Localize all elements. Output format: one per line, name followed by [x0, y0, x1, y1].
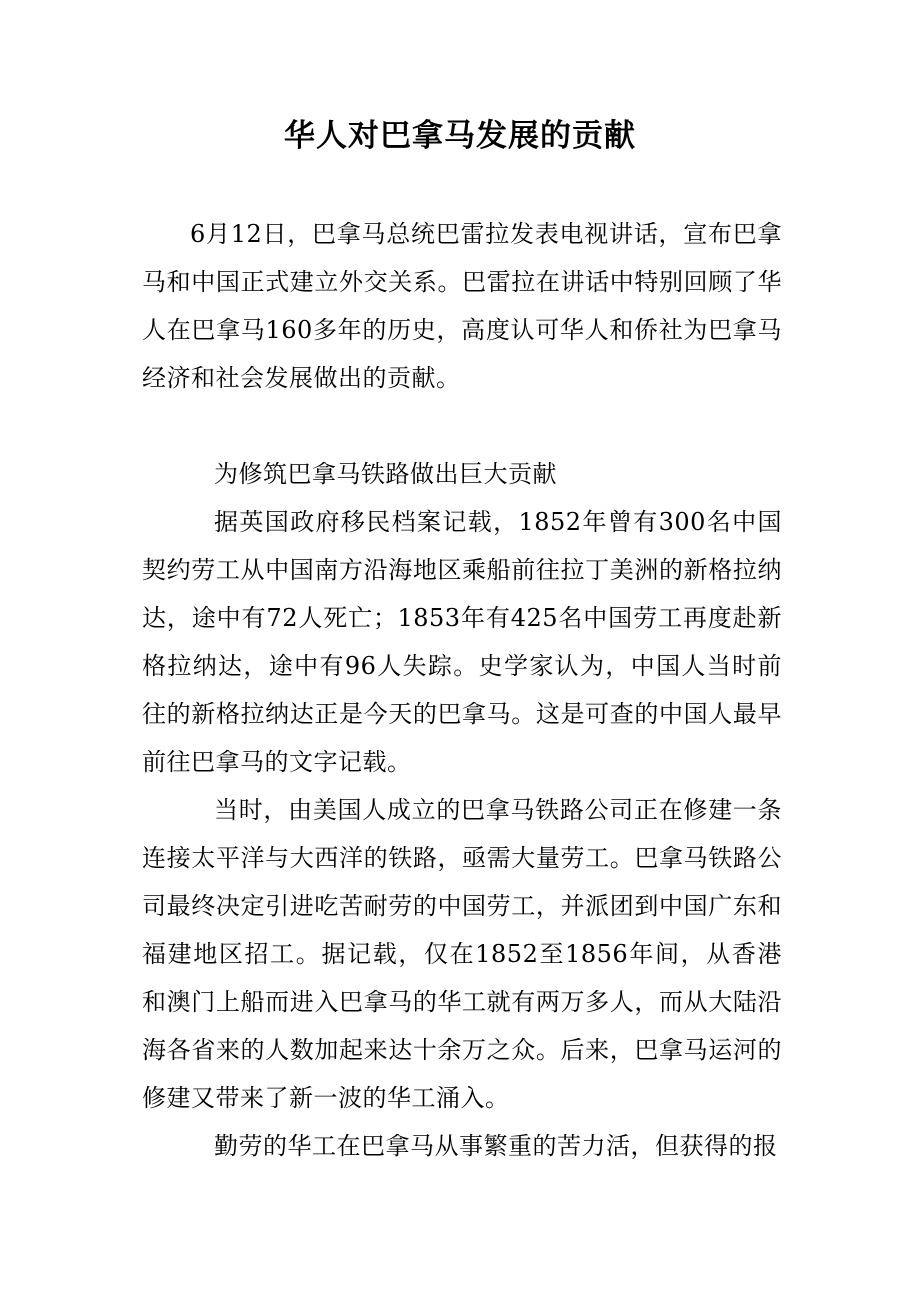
intro-paragraph: 6月12日，巴拿马总统巴雷拉发表电视讲话，宣布巴拿马和中国正式建立外交关系。巴雷拉在讲话中特别回顾了华人在巴拿马160多年的历史，高度认可华人和侨社为巴拿马经济和社会发展做出的贡献。 [142, 220, 782, 392]
section-paragraph-2: 当时，由美国人成立的巴拿马铁路公司正在修建一条连接太平洋与大西洋的铁路，亟需大量劳工。巴拿马铁路公司最终决定引进吃苦耐劳的中国劳工，并派团到中国广东和福建地区招工。据记载，仅在1852至1856年间，从香港和澳门上船而进入巴拿马的华工就有两万多人，而从大陆沿海各省来的人数加起来达十余万之众。后来，巴拿马运河的修建又带来了新一波的华工涌入。 [142, 796, 782, 1112]
document-title: 华人对巴拿马发展的贡献 [284, 118, 636, 154]
section-paragraph-3: 勤劳的华工在巴拿马从事繁重的苦力活，但获得的报 [214, 1132, 778, 1160]
section-heading: 为修筑巴拿马铁路做出巨大贡献 [214, 460, 557, 488]
section-paragraph-1: 据英国政府移民档案记载，1852年曾有300名中国契约劳工从中国南方沿海地区乘船前往拉丁美洲的新格拉纳达，途中有72人死亡；1853年有425名中国劳工再度赴新格拉纳达，途中有96人失踪。史学家认为，中国人当时前往的新格拉纳达正是今天的巴拿马。这是可查的中国人最早前往巴拿马的文字记载。 [142, 508, 782, 776]
